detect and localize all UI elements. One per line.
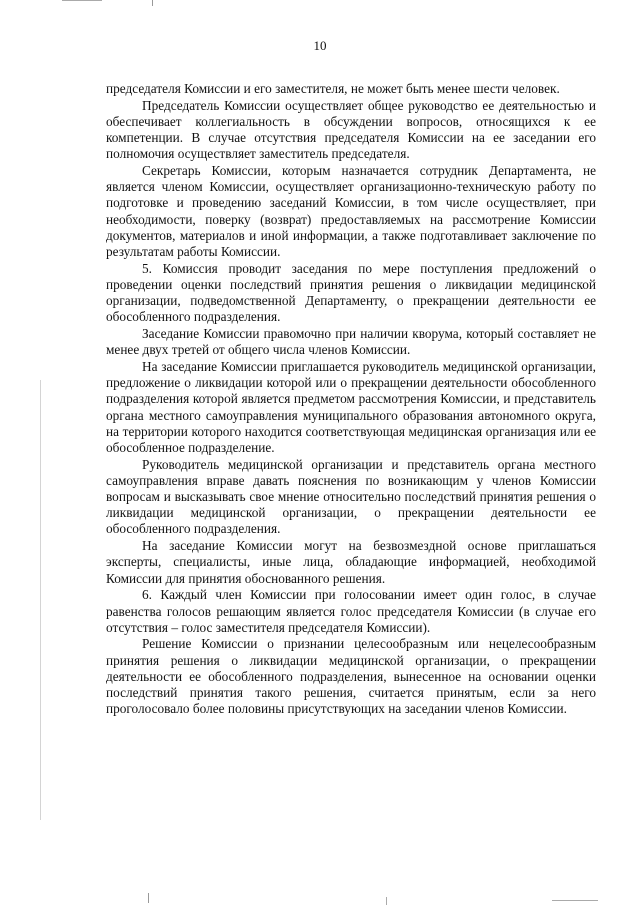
scan-artifact-bottom-tick-left — [148, 893, 149, 903]
paragraph-item-5-meetings: 5. Комиссия проводит заседания по мере поступления предложений о проведении оценки последствий принятия решения о ликвидации медицинской организации, подведомственной Департаменту, о прекращении деятельности ее обособленного подразделения. — [106, 260, 596, 325]
scan-artifact-bottom-right — [552, 900, 598, 901]
paragraph-decision: Решение Комиссии о признании целесообразным или нецелесообразным принятия решения о ликвидации медицинской организации, о прекращении деятельности ее обособленного подразделения, вынесенное на основании оценки последствий принятия такого решения, считается принятым, если за него проголосовало более половины присутствующих на заседании членов Комиссии. — [106, 636, 596, 717]
paragraph-continuation: председателя Комиссии и его заместителя, не может быть менее шести человек. — [106, 81, 560, 96]
document-body — [106, 81, 596, 718]
paragraph-explanations: Руководитель медицинской организации и представитель органа местного самоуправления вправе давать пояснения по возникающим у членов Комиссии вопросам и высказывать свое мнение относительно последствий принятия решения о ликвидации медицинской организации, о прекращении деятельности ее обособленного подразделения. — [106, 456, 596, 537]
paragraph-quorum: Заседание Комиссии правомочно при наличии кворума, который составляет не менее двух третей от общего числа членов Комиссии. — [106, 326, 596, 358]
scan-artifact-top — [62, 0, 102, 1]
scan-artifact-left-edge — [40, 380, 41, 820]
paragraph-secretary-duties: Секретарь Комиссии, которым назначается сотрудник Департамента, не является членом Комиссии, осуществляет организационно-техническую работу по подготовке и проведению заседаний Комиссии, в том числе осуществляет, при необходимости, поверку (возврат) предоставляемых на рассмотрение Комиссии документов, материалов и иной информации, а также подготавливает заключение по результатам работы Комиссии. — [106, 163, 596, 260]
scan-artifact-top-tick — [152, 0, 153, 6]
page-number: 10 — [313, 38, 327, 53]
paragraph-chairman-duties: Председатель Комиссии осуществляет общее руководство ее деятельностью и обеспечивает коллегиальность в обсуждении вопросов, относящихся к ее компетенции. В случае отсутствия председателя Комиссии на ее заседании его полномочия осуществляет заместитель председателя. — [106, 97, 596, 162]
paragraph-invited-head: На заседание Комиссии приглашается руководитель медицинской организации, предложение о ликвидации которой или о прекращении деятельности обособленного подразделения которой является предметом рассмотрения Комиссии, и представитель органа местного самоуправления муниципального образования автономного округа, на территории которого находится соответствующая медицинская организация или ее обособленное подразделение. — [106, 358, 596, 455]
paragraph-experts: На заседание Комиссии могут на безвозмездной основе приглашаться эксперты, специалисты, иные лица, обладающие информацией, необходимой Комиссии для принятия обоснованного решения. — [106, 538, 596, 586]
paragraph-item-6-voting: 6. Каждый член Комиссии при голосовании имеет один голос, в случае равенства голосов решающим является голос председателя Комиссии (в случае его отсутствия – голос заместителя председателя Комиссии). — [106, 587, 596, 635]
scan-artifact-bottom-tick-mid — [386, 897, 387, 905]
